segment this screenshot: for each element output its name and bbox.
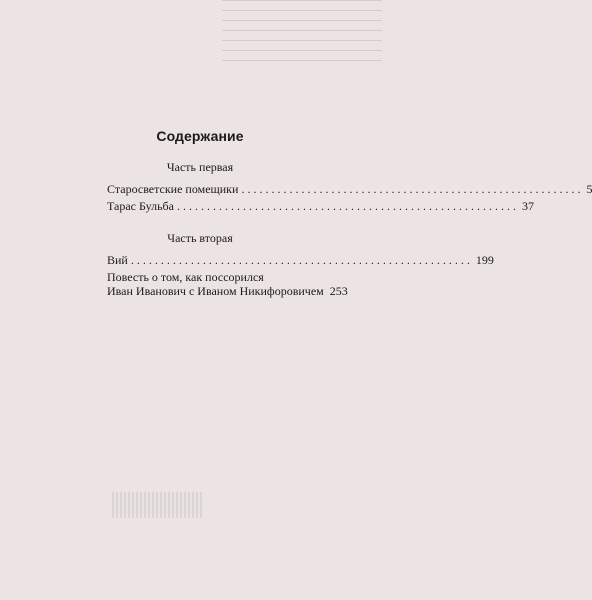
dot-leader: ......................................................... [241, 182, 584, 196]
show-through-text-top [222, 0, 382, 80]
part-heading-second: Часть вторая [167, 231, 233, 245]
toc-entry-title: Вий [107, 253, 128, 267]
contents-title: Содержание [156, 128, 244, 144]
toc-entry-page: 5 [586, 182, 592, 196]
show-through-barcode [112, 492, 202, 518]
toc-entry-page: 199 [475, 253, 494, 267]
toc-entry-title-line2: Иван Иванович с Иваном Никифоровичем [107, 284, 324, 298]
toc-entry-page: 37 [521, 199, 534, 213]
toc-entry-title: Старосветские помещики [107, 182, 239, 196]
toc-entry-page: 253 [329, 284, 348, 298]
toc-entry-title: Тарас Бульба [107, 199, 174, 213]
toc-entry [107, 284, 348, 298]
toc-entry [107, 199, 534, 213]
toc-entry-title-line1: Повесть о том, как поссорился [107, 270, 264, 284]
dot-leader: ......................................................... [130, 253, 473, 267]
toc-entry [107, 253, 494, 267]
dot-leader: ......................................................... [176, 199, 519, 213]
toc-entry [107, 182, 592, 196]
part-heading-first: Часть первая [166, 160, 234, 174]
